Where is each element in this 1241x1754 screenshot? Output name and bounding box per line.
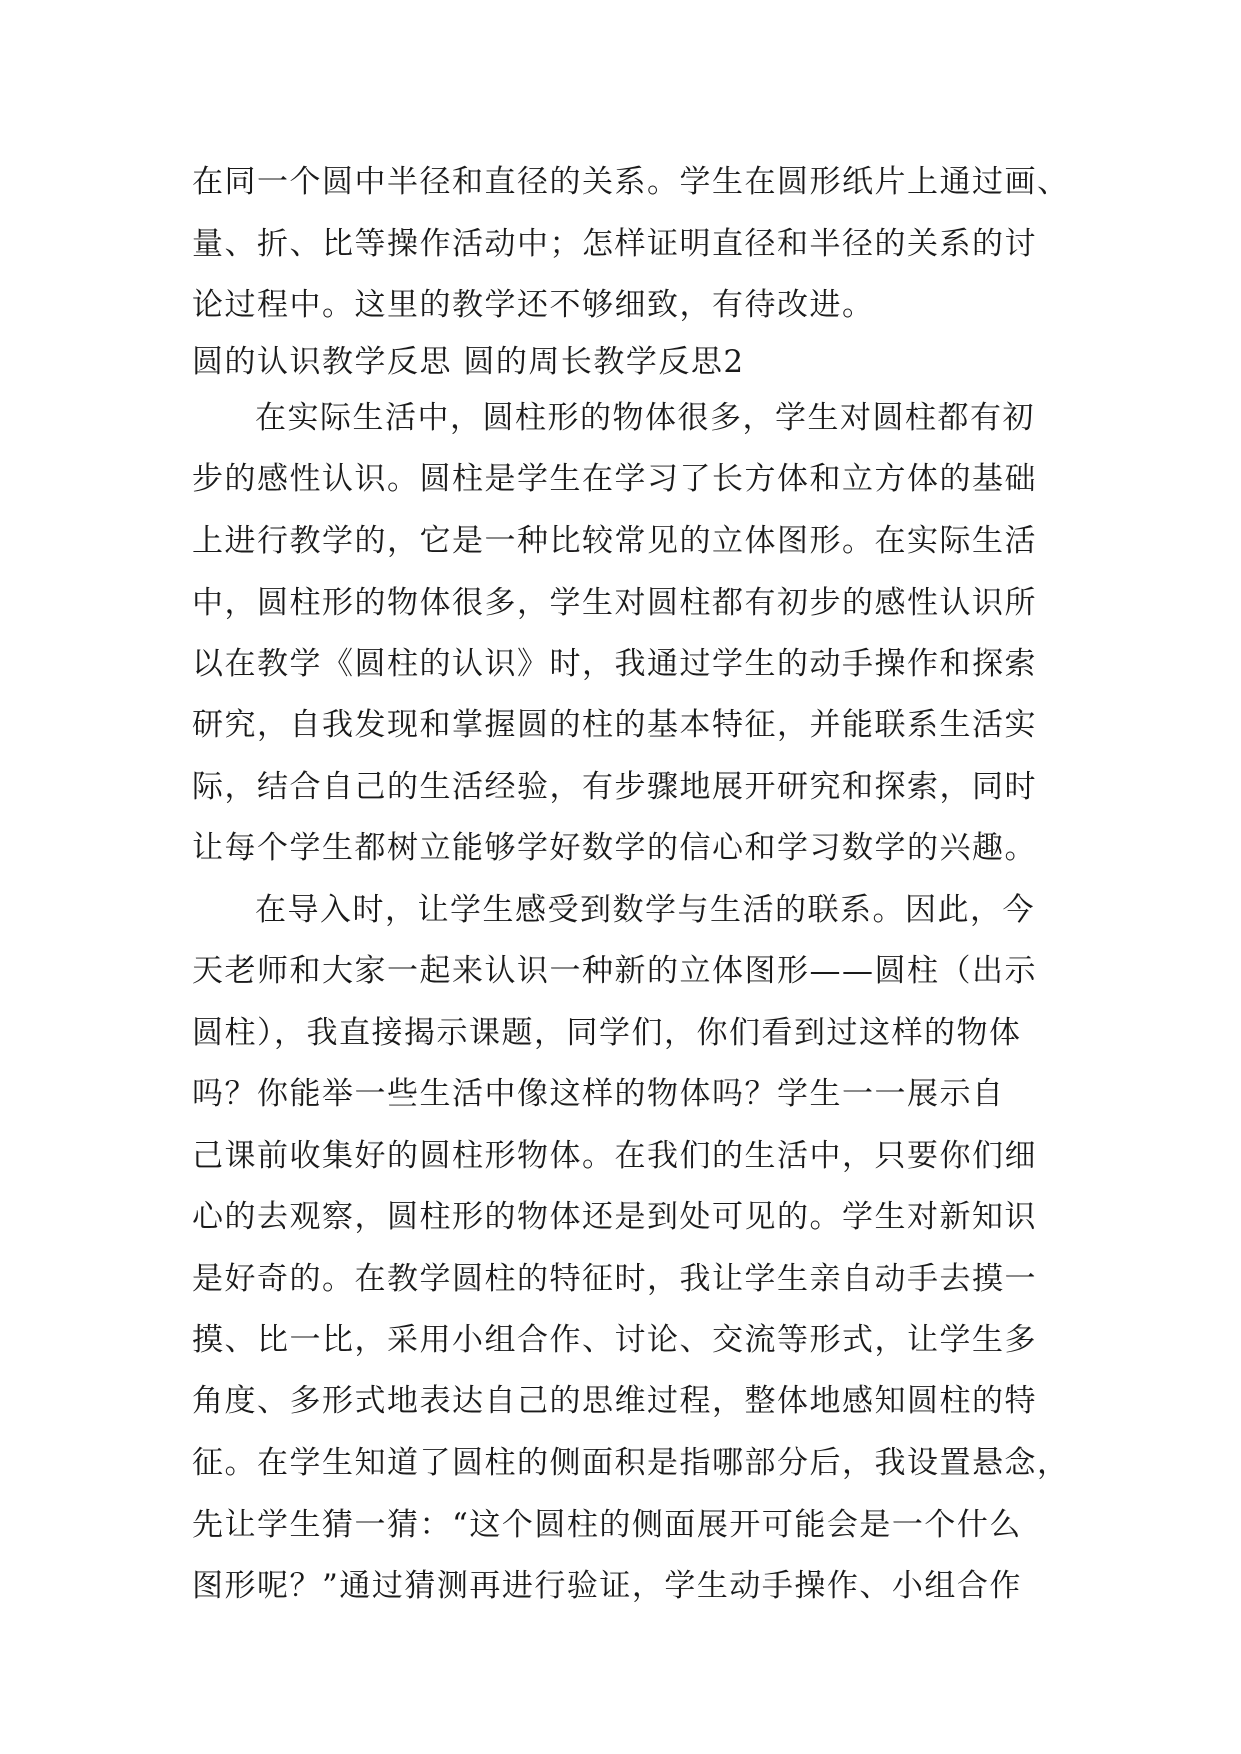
text-line: 心的去观察，圆柱形的物体还是到处可见的。学生对新知识	[192, 1199, 1037, 1235]
paragraph-first-line: 在导入时，让学生感受到数学与生活的联系。因此，今	[255, 892, 1035, 928]
text-line: 吗？你能举一些生活中像这样的物体吗？学生一一展示自	[192, 1076, 1005, 1112]
text-line: 论过程中。这里的教学还不够细致，有待改进。	[192, 287, 875, 323]
text-line: 角度、多形式地表达自己的思维过程，整体地感知圆柱的特	[192, 1383, 1037, 1419]
text-line: 步的感性认识。圆柱是学生在学习了长方体和立方体的基础	[192, 461, 1037, 497]
text-line: 中，圆柱形的物体很多，学生对圆柱都有初步的感性认识所	[192, 585, 1037, 621]
text-line: 圆柱），我直接揭示课题，同学们，你们看到过这样的物体	[192, 1015, 1022, 1051]
text-line: 在同一个圆中半径和直径的关系。学生在圆形纸片上通过画、	[192, 164, 1070, 200]
text-line: 上进行教学的，它是一种比较常见的立体图形。在实际生活	[192, 523, 1037, 559]
text-line: 先让学生猜一猜：“这个圆柱的侧面展开可能会是一个什么	[192, 1507, 1022, 1543]
text-line: 是好奇的。在教学圆柱的特征时，我让学生亲自动手去摸一	[192, 1261, 1037, 1297]
text-line: 征。在学生知道了圆柱的侧面积是指哪部分后，我设置悬念，	[192, 1445, 1070, 1481]
paragraph-first-line: 在实际生活中，圆柱形的物体很多，学生对圆柱都有初	[255, 400, 1035, 436]
text-line: 际，结合自己的生活经验，有步骤地展开研究和探索，同时	[192, 769, 1037, 805]
section-heading: 圆的认识教学反思 圆的周长教学反思2	[192, 344, 745, 380]
text-line: 量、折、比等操作活动中；怎样证明直径和半径的关系的讨	[192, 226, 1037, 262]
text-line: 天老师和大家一起来认识一种新的立体图形——圆柱（出示	[192, 953, 1037, 989]
text-line: 以在教学《圆柱的认识》时，我通过学生的动手操作和探索	[192, 646, 1037, 682]
text-line: 图形呢？”通过猜测再进行验证，学生动手操作、小组合作	[192, 1568, 1022, 1604]
text-line: 让每个学生都树立能够学好数学的信心和学习数学的兴趣。	[192, 830, 1037, 866]
text-line: 己课前收集好的圆柱形物体。在我们的生活中，只要你们细	[192, 1138, 1037, 1174]
text-line: 研究，自我发现和掌握圆的柱的基本特征，并能联系生活实	[192, 707, 1037, 743]
text-line: 摸、比一比，采用小组合作、讨论、交流等形式，让学生多	[192, 1322, 1037, 1358]
